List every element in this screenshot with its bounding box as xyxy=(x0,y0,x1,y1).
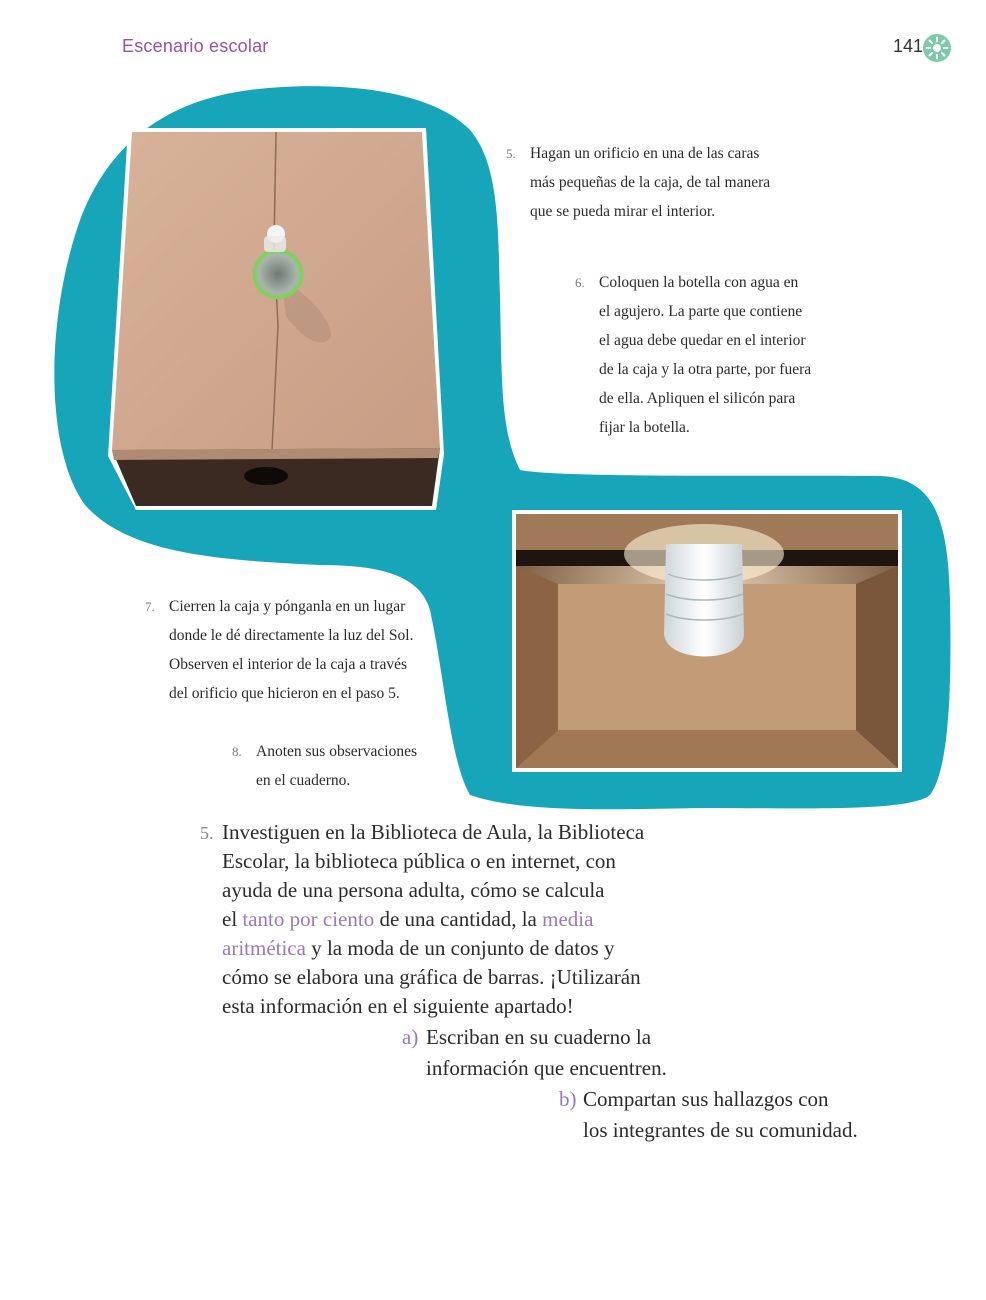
step-text-line: donde le dé directamente la luz del Sol. xyxy=(169,627,414,644)
step-number: 5. xyxy=(506,146,516,161)
text-segment: el xyxy=(222,907,243,931)
box-photo xyxy=(106,126,448,514)
step-text-line: Observen el interior de la caja a través xyxy=(169,656,407,673)
glossary-term-aritmetica[interactable]: aritmética xyxy=(222,936,306,960)
step-text-line: de la caja y la otra parte, por fuera xyxy=(599,361,812,378)
step-text-line: Cierren la caja y pónganla en un lugar xyxy=(169,598,406,615)
text-segment: de una cantidad, la xyxy=(374,907,543,931)
step-text-line: Coloquen la botella con agua en xyxy=(599,274,799,291)
sub-item-letter: a) xyxy=(402,1025,419,1049)
activity-text-line: Escolar, la biblioteca pública o en internet, con xyxy=(222,849,616,873)
glossary-term-tanto-por-ciento[interactable]: tanto por ciento xyxy=(242,907,375,931)
step-text-line: el agujero. La parte que contiene xyxy=(599,303,803,320)
sub-item-line: información que encuentren. xyxy=(426,1056,667,1080)
step-7 xyxy=(145,592,414,708)
step-text-line: en el cuaderno. xyxy=(256,772,351,789)
glossary-term-media[interactable]: media xyxy=(542,907,594,931)
sub-item-letter: b) xyxy=(559,1087,577,1111)
activity-text-line xyxy=(222,905,682,934)
step-5 xyxy=(506,139,771,226)
text-segment: y la moda de un conjunto de datos y xyxy=(305,936,615,960)
activity-text-line: esta información en el siguiente apartado! xyxy=(222,994,574,1018)
sub-item-b xyxy=(559,1084,858,1146)
box-interior-photo xyxy=(512,510,902,772)
step-number: 7. xyxy=(145,599,155,614)
step-number: 8. xyxy=(232,744,242,759)
step-text-line: Anoten sus observaciones xyxy=(256,743,417,760)
step-number: 6. xyxy=(575,275,585,290)
step-text-line: del orificio que hicieron en el paso 5. xyxy=(169,685,400,702)
step-text-line: más pequeñas de la caja, de tal manera xyxy=(530,174,771,191)
activity-text-line: ayuda de una persona adulta, cómo se calcula xyxy=(222,878,605,902)
step-text-line: Hagan un orificio en una de las caras xyxy=(530,145,760,162)
step-text-line: que se pueda mirar el interior. xyxy=(530,203,716,220)
section-title: Escenario escolar xyxy=(122,36,269,56)
sub-item-line: Escriban en su cuaderno la xyxy=(426,1025,652,1049)
activity-text-line xyxy=(222,934,682,963)
page-number: 141 xyxy=(893,36,924,56)
step-text-line: fijar la botella. xyxy=(599,419,690,436)
sub-item-a xyxy=(402,1022,667,1084)
activity-number: 5. xyxy=(200,823,214,843)
step-text-line: de ella. Apliquen el silicón para xyxy=(599,390,796,407)
step-8 xyxy=(232,737,417,795)
step-text-line: el agua debe quedar en el interior xyxy=(599,332,806,349)
activity-5 xyxy=(200,818,682,1021)
sub-item-line: Compartan sus hallazgos con xyxy=(583,1087,829,1111)
sub-item-line: los integrantes de su comunidad. xyxy=(583,1118,858,1142)
activity-text-line: Investiguen en la Biblioteca de Aula, la Biblioteca xyxy=(222,820,645,844)
step-6 xyxy=(575,268,812,442)
activity-text-line: cómo se elabora una gráfica de barras. ¡Utilizarán xyxy=(222,965,641,989)
